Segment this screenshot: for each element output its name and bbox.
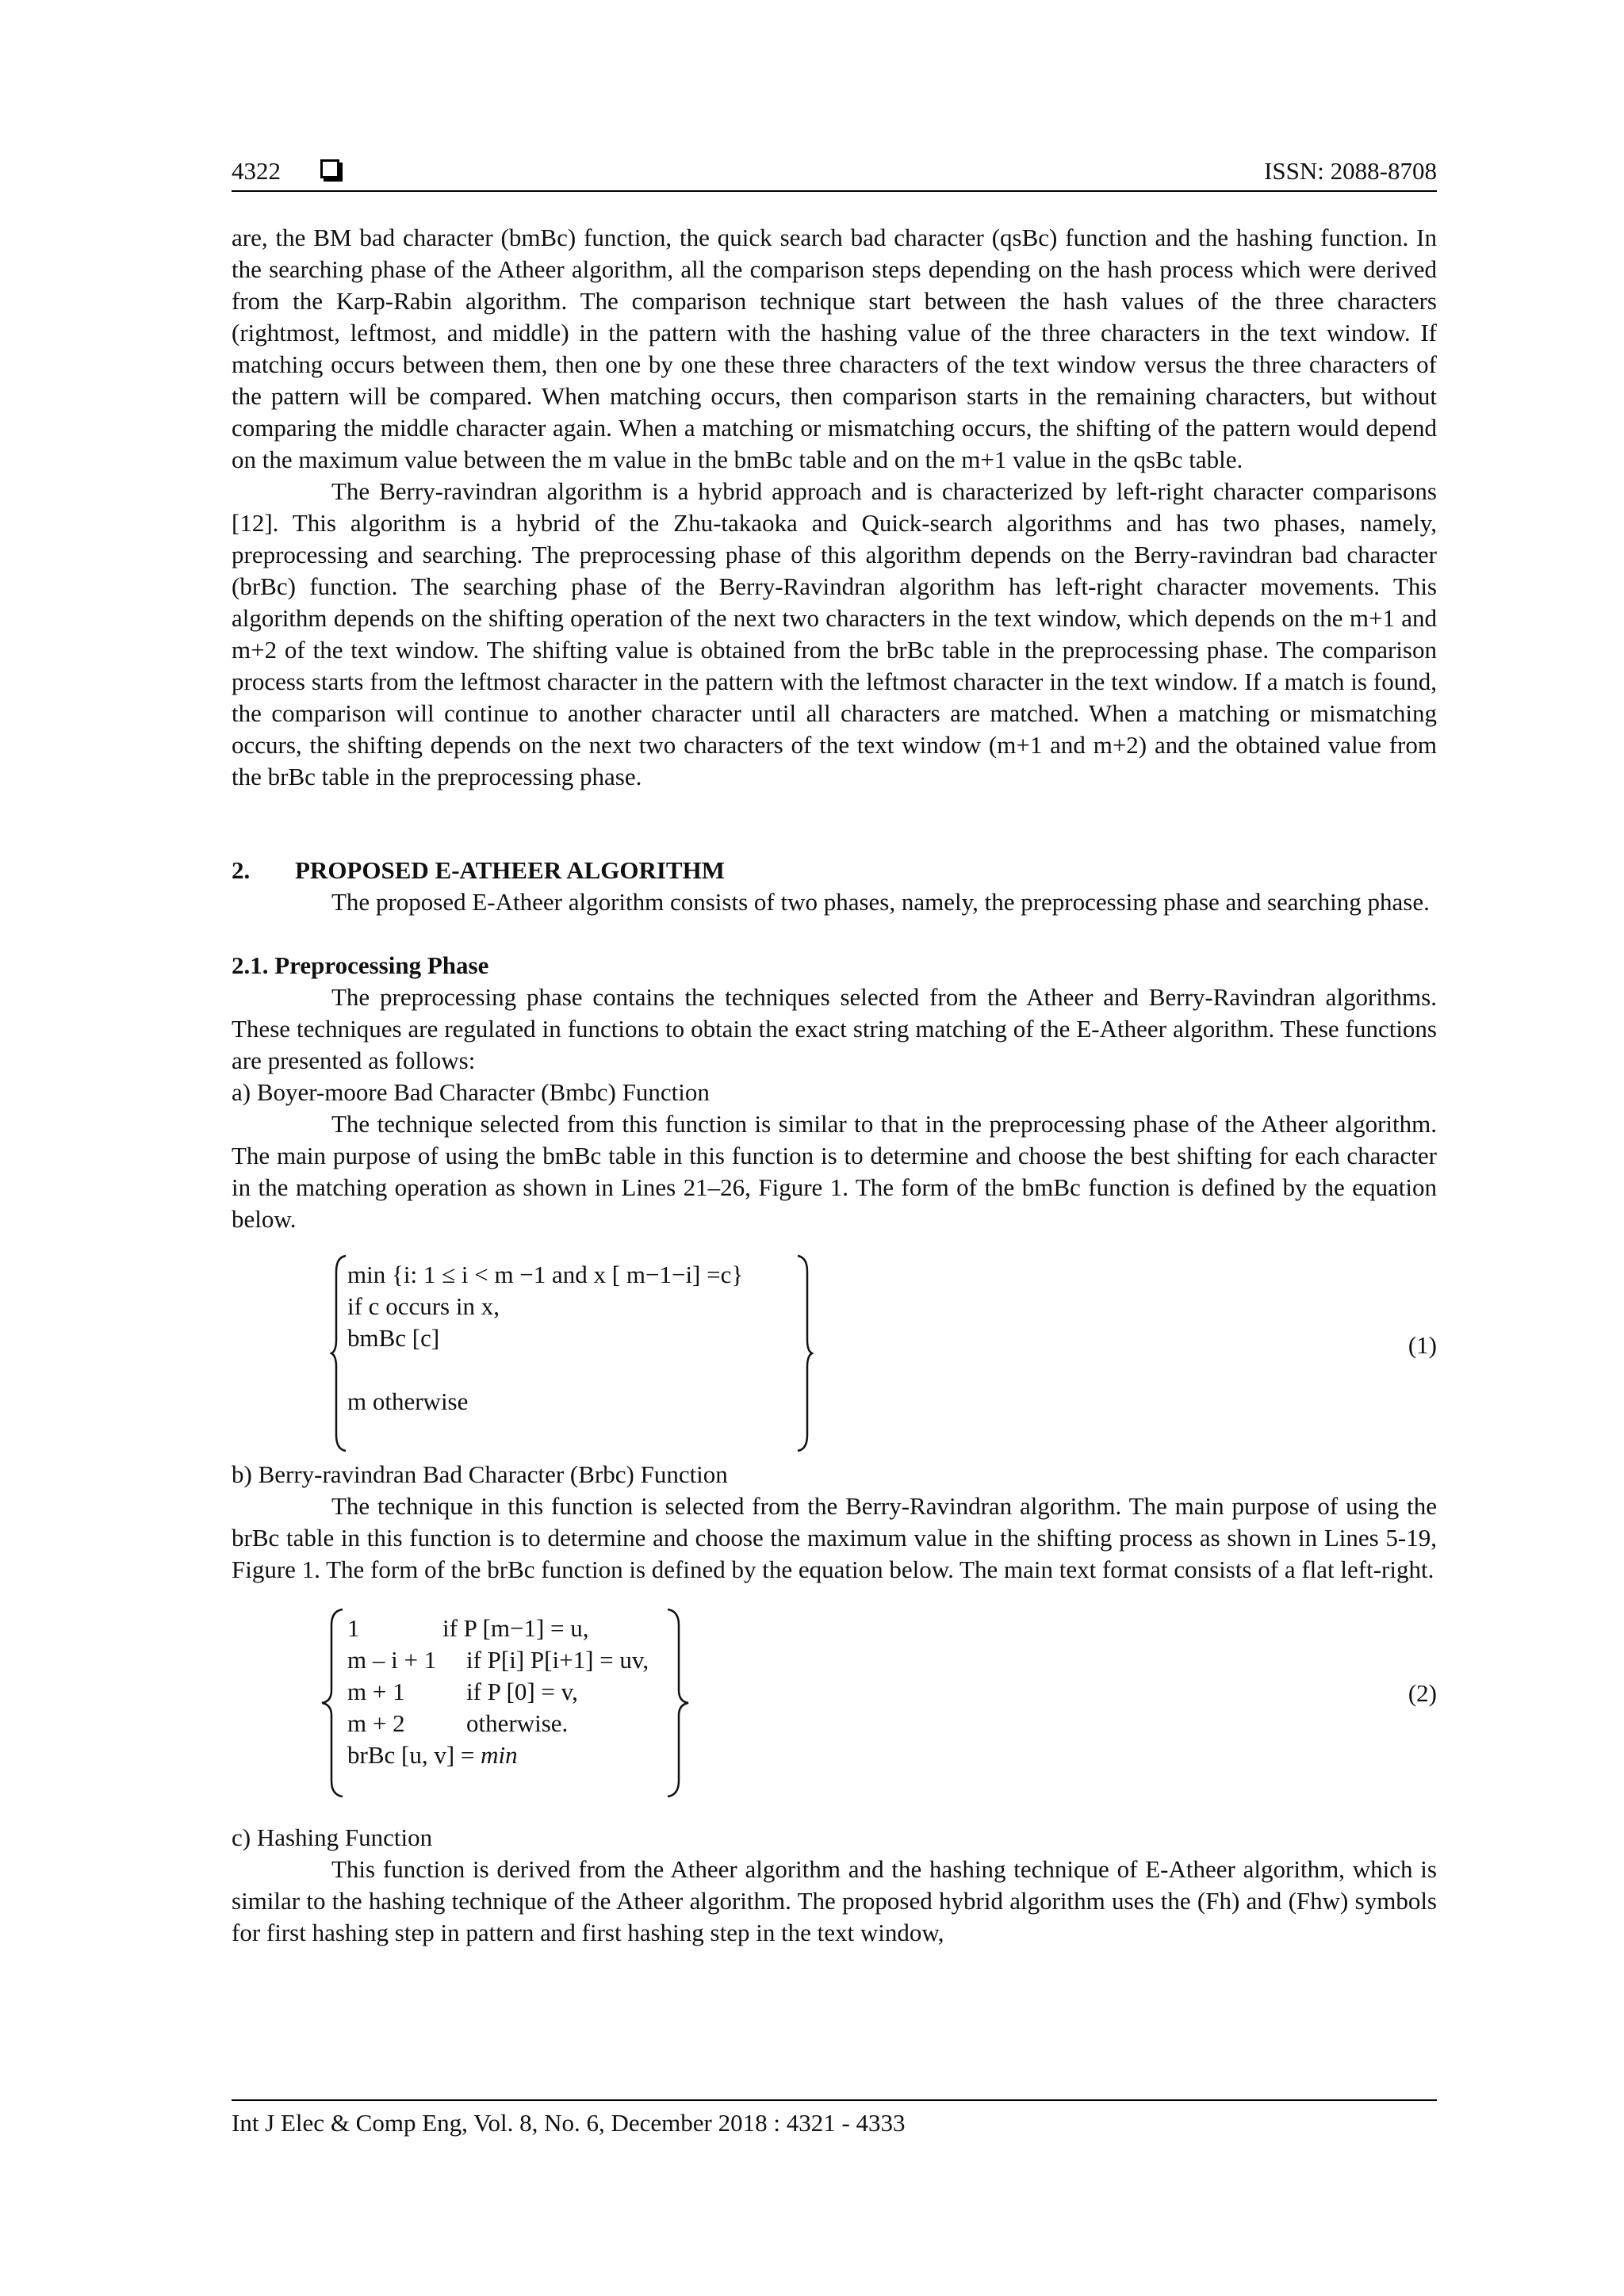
equation-2 (232, 1608, 1437, 1798)
paragraph-4: The preprocessing phase contains the techniques selected from the Atheer and Berry-Ravindran algorithms. These techniques are regulated in functions to obtain the exact string matching of the E-Atheer algorithm. These functions are presented as follows: (232, 983, 1437, 1074)
page-header (232, 155, 1437, 192)
left-brace-icon (330, 1254, 347, 1452)
equation-2-lines (347, 1613, 649, 1771)
page-footer (232, 2099, 1437, 2139)
page-body (232, 222, 1437, 1949)
eq1-line-4: m otherwise (347, 1387, 469, 1415)
section-title: PROPOSED E-ATHEER ALGORITHM (295, 856, 725, 884)
eq1-line-3: bmBc [c] (347, 1324, 440, 1352)
paragraph-6: The technique in this function is selected from the Berry-Ravindran algorithm. The main purpose of using the brBc table in this function is to determine and choose the maximum value in the shifting process as shown in Lines 5-19, Figure 1. The form of the brBc function is defined by the equation below. The main text format consists of a flat left-right. (232, 1492, 1437, 1583)
paragraph-1: are, the BM bad character (bmBc) function, the quick search bad character (qsBc) function and the hashing function. In the searching phase of the Atheer algorithm, all the comparison steps depending on the hash process which were derived from the Karp-Rabin algorithm. The comparison technique start between the hash values of the three characters (rightmost, leftmost, and middle) in the pattern with the hashing value of the three characters in the text window. If matching occurs between them, then one by one these three characters of the text window versus the three characters of the pattern will be compared. When matching occurs, then comparison starts in the remaining characters, but without comparing the middle character again. When a matching or mismatching occurs, the shifting of the pattern would depend on the maximum value between the m value in the bmBc table and on the m+1 value in the qsBc table. (232, 224, 1437, 473)
footer-citation: Int J Elec & Comp Eng, Vol. 8, No. 6, December 2018 : 4321 - 4333 (232, 2109, 906, 2137)
right-brace-icon (666, 1608, 690, 1798)
section-number: 2. (232, 856, 251, 884)
eq2-row-2-right: if P[i] P[i+1] = uv, (466, 1646, 649, 1674)
paragraph-2: The Berry-ravindran algorithm is a hybrid approach and is characterized by left-right character comparisons [12]. This algorithm is a hybrid of the Zhu-takaoka and Quick-search algorithms and has two phases, namely, preprocessing and searching. The preprocessing phase of this algorithm depends on the Berry-ravindran bad character (brBc) function. The searching phase of the Berry-Ravindran algorithm has left-right character movements. This algorithm depends on the shifting operation of the next two characters in the text window, which depends on the m+1 and m+2 of the text window. The shifting value is obtained from the brBc table in the preprocessing phase. The comparison process starts from the leftmost character in the pattern with the leftmost character in the text window. If a match is found, the comparison will continue to another character until all characters are matched. When a matching or mismatching occurs, the shifting depends on the next two characters of the text window (m+1 and m+2) and the obtained value from the brBc table in the preprocessing phase. (232, 477, 1437, 790)
eq2-row-3 (347, 1676, 649, 1708)
eq2-row-3-left: m + 1 (347, 1678, 405, 1705)
subsection-heading: 2.1. Preprocessing Phase (232, 951, 489, 979)
eq2-row-1 (347, 1613, 649, 1644)
issn: ISSN: 2088-8708 (1264, 157, 1437, 185)
eq2-row-4-right: otherwise. (466, 1709, 569, 1737)
eq2-row-2-left: m – i + 1 (347, 1646, 437, 1674)
equation-number-2: (2) (1408, 1679, 1437, 1707)
paragraph-7: This function is derived from the Atheer algorithm and the hashing technique of E-Atheer algorithm, which is similar to the hashing technique of the Atheer algorithm. The proposed hybrid algorithm uses the (Fh) and (Fhw) symbols for first hashing step in pattern and first hashing step in the text window, (232, 1855, 1437, 1946)
paragraph-5: The technique selected from this function is similar to that in the preprocessing phase of the Atheer algorithm. The main purpose of using the bmBc table in this function is to determine and choose the best shifting for each character in the matching operation as shown in Lines 21–26, Figure 1. The form of the bmBc function is defined by the equation below. (232, 1110, 1437, 1233)
equation-1-lines (347, 1259, 743, 1418)
equation-1 (232, 1254, 1437, 1452)
eq2-row-3-right: if P [0] = v, (466, 1678, 578, 1705)
section-heading (232, 855, 1437, 886)
eq2-row-1-left: 1 (347, 1614, 360, 1642)
item-c-label: c) Hashing Function (232, 1823, 433, 1851)
eq2-row-1-right: if P [m−1] = u, (442, 1614, 589, 1642)
page-number: 4322 (232, 157, 281, 185)
paragraph-3: The proposed E-Atheer algorithm consists of two phases, namely, the preprocessing phase and searching phase. (331, 888, 1430, 916)
eq2-row-5-right: min (481, 1741, 518, 1769)
square-icon (320, 159, 339, 178)
eq1-line-1: min {i: 1 ≤ i < m −1 and x [ m−1−i] =c} (347, 1261, 744, 1288)
equation-number-1: (1) (1408, 1331, 1437, 1359)
item-a-label: a) Boyer-moore Bad Character (Bmbc) Function (232, 1078, 710, 1106)
item-b-label: b) Berry-ravindran Bad Character (Brbc) Function (232, 1460, 728, 1488)
right-brace-icon (796, 1254, 814, 1452)
eq2-row-4-left: m + 2 (347, 1709, 405, 1737)
left-brace-icon (320, 1608, 344, 1798)
eq2-row-5-left: brBc [u, v] = (347, 1741, 475, 1769)
eq2-row-5 (347, 1739, 649, 1771)
eq2-row-4 (347, 1708, 649, 1739)
eq2-row-2 (347, 1644, 649, 1676)
eq1-line-2: if c occurs in x, (347, 1292, 500, 1320)
